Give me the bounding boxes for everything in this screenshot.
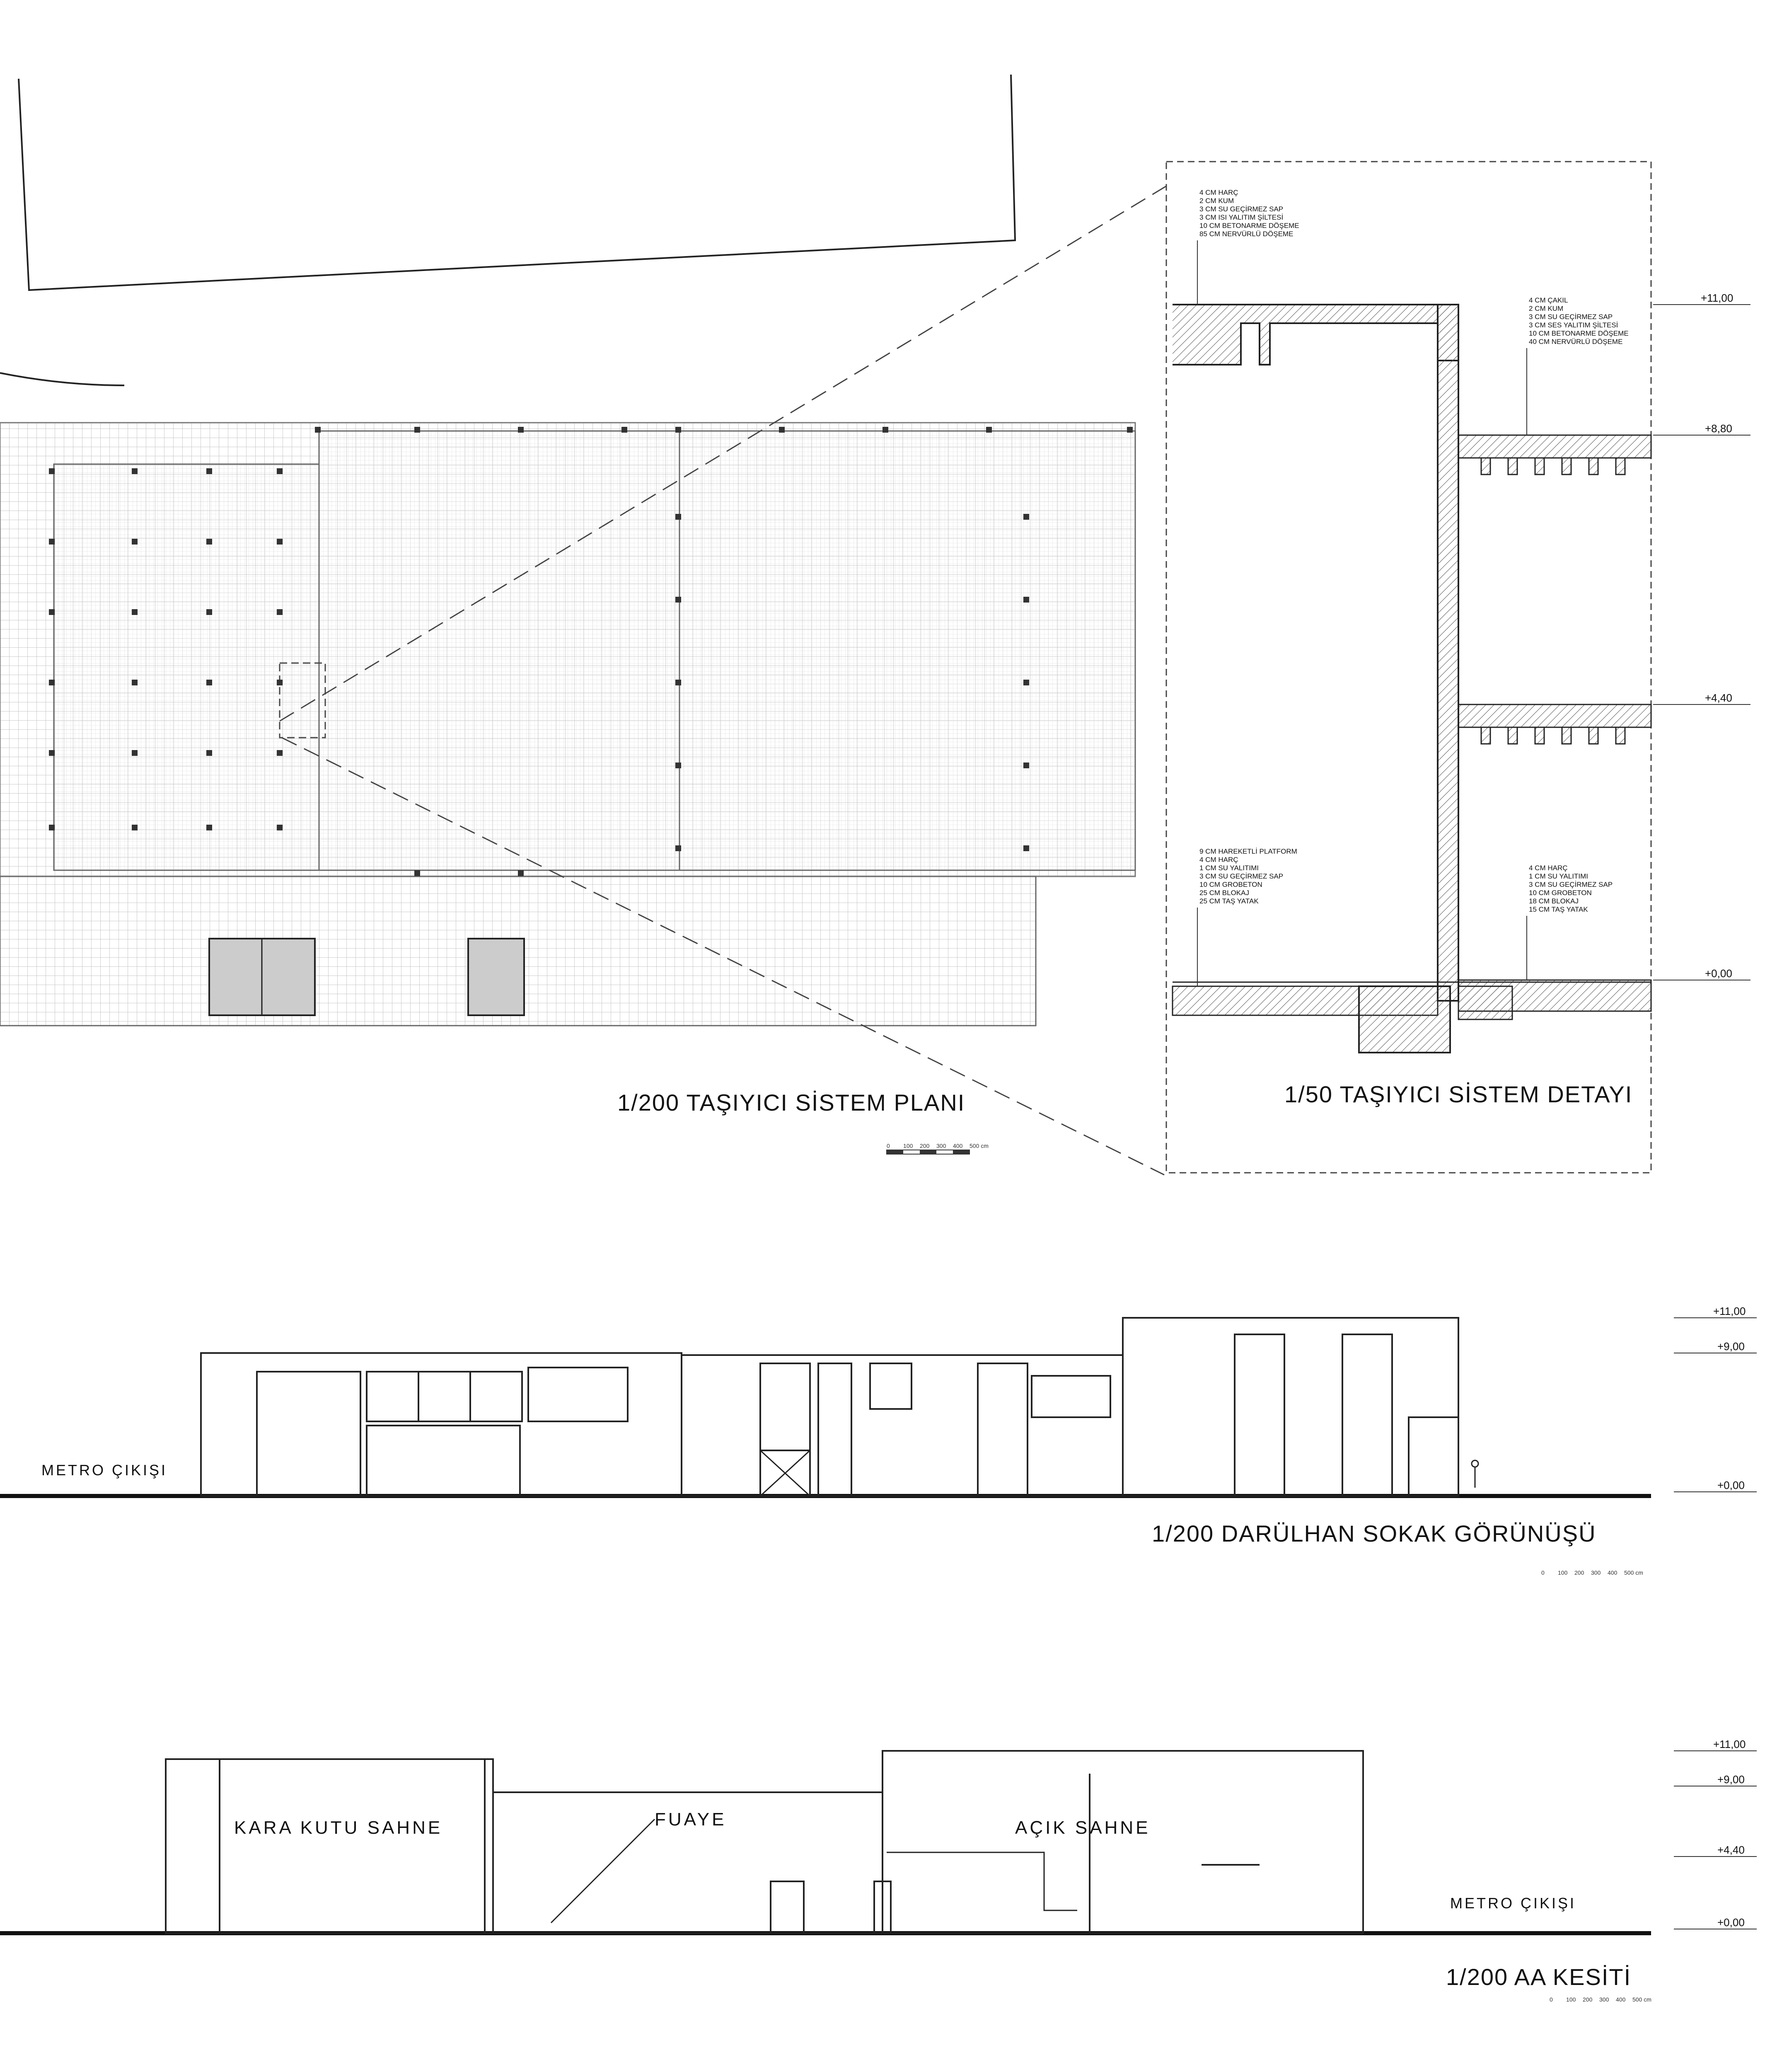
scale-bar-label: 0: [887, 1143, 890, 1149]
svg-text:15 CM TAŞ YATAK: 15 CM TAŞ YATAK: [1529, 905, 1588, 913]
aa-level-000: +0,00: [1717, 1916, 1745, 1929]
elevation: [0, 1305, 1757, 1547]
svg-text:25 CM BLOKAJ: 25 CM BLOKAJ: [1199, 889, 1249, 897]
level-440: +4,40: [1705, 692, 1732, 704]
scale-bar-label: 300: [936, 1143, 946, 1149]
scale-bar-label: 100: [1566, 1996, 1576, 2003]
svg-text:10 CM GROBETON: 10 CM GROBETON: [1199, 881, 1262, 888]
level-880: +8,80: [1705, 422, 1732, 435]
svg-text:4 CM HARÇ: 4 CM HARÇ: [1199, 189, 1238, 196]
detail-level-marks: [1653, 305, 1750, 980]
room-kara-kutu: KARA KUTU SAHNE: [234, 1818, 443, 1838]
svg-text:18 CM BLOKAJ: 18 CM BLOKAJ: [1529, 897, 1579, 905]
svg-text:4 CM HARÇ: 4 CM HARÇ: [1529, 864, 1568, 872]
section-aa: [0, 1738, 1757, 1990]
scale-bar-label: 300: [1591, 1569, 1601, 1576]
aa-level-900: +9,00: [1717, 1773, 1745, 1786]
svg-text:25 CM TAŞ YATAK: 25 CM TAŞ YATAK: [1199, 897, 1259, 905]
svg-text:3 CM SU GEÇİRMEZ SAP: 3 CM SU GEÇİRMEZ SAP: [1529, 313, 1613, 321]
structural-plan: [0, 75, 1173, 1175]
level-000: +0,00: [1705, 967, 1732, 980]
structural-detail: [1166, 162, 1750, 1173]
scale-bar-label: 200: [1574, 1569, 1584, 1576]
svg-text:2 CM KUM: 2 CM KUM: [1529, 305, 1564, 312]
elevation-title: 1/200 DARÜLHAN SOKAK GÖRÜNÜŞÜ: [1152, 1520, 1596, 1547]
svg-text:1 CM SU YALITIMI: 1 CM SU YALITIMI: [1529, 872, 1588, 880]
aa-level-1100: +11,00: [1713, 1738, 1746, 1750]
svg-text:10 CM BETONARME DÖŞEME: 10 CM BETONARME DÖŞEME: [1199, 222, 1299, 230]
scale-bar-label: 500 cm: [1624, 1569, 1643, 1576]
aa-level-440: +4,40: [1717, 1844, 1745, 1856]
elev-level-1100: +11,00: [1713, 1305, 1746, 1317]
svg-text:1 CM SU YALITIMI: 1 CM SU YALITIMI: [1199, 864, 1259, 872]
svg-text:3 CM SU GEÇİRMEZ SAP: 3 CM SU GEÇİRMEZ SAP: [1199, 872, 1284, 880]
detail-title: 1/50 TAŞIYICI SİSTEM DETAYI: [1284, 1081, 1633, 1107]
room-acik-sahne: AÇIK SAHNE: [1015, 1818, 1151, 1838]
metro-exit-label: METRO ÇIKIŞI: [41, 1462, 168, 1479]
scale-bar-label: 100: [903, 1143, 913, 1149]
scale-bar-label: 500 cm: [1632, 1996, 1651, 2003]
svg-text:4 CM HARÇ: 4 CM HARÇ: [1199, 856, 1238, 864]
scale-bar-label: 400: [1608, 1569, 1618, 1576]
svg-text:9 CM HAREKETLİ PLATFORM: 9 CM HAREKETLİ PLATFORM: [1199, 847, 1297, 855]
svg-text:2 CM KUM: 2 CM KUM: [1199, 197, 1234, 205]
svg-text:40 CM NERVÜRLÜ DÖŞEME: 40 CM NERVÜRLÜ DÖŞEME: [1529, 338, 1623, 346]
elev-level-900: +9,00: [1717, 1340, 1745, 1353]
svg-text:10 CM GROBETON: 10 CM GROBETON: [1529, 889, 1592, 897]
svg-text:4 CM ÇAKIL: 4 CM ÇAKIL: [1529, 296, 1568, 304]
scale-bar-label: 0: [1550, 1996, 1553, 2003]
scale-bar-label: 500 cm: [970, 1143, 989, 1149]
svg-text:85 CM NERVÜRLÜ DÖŞEME: 85 CM NERVÜRLÜ DÖŞEME: [1199, 230, 1294, 238]
detail-note-roof: [1197, 189, 1299, 305]
detail-note-ground-right: [1527, 864, 1613, 980]
level-1100: +11,00: [1701, 292, 1734, 304]
scale-bar-label: 300: [1599, 1996, 1609, 2003]
scale-bar-label: 200: [920, 1143, 930, 1149]
svg-text:10 CM BETONARME DÖŞEME: 10 CM BETONARME DÖŞEME: [1529, 329, 1629, 337]
plan-title: 1/200 TAŞIYICI SİSTEM PLANI: [617, 1089, 965, 1116]
detail-note-floor: [1527, 296, 1629, 435]
room-fuaye: FUAYE: [655, 1809, 727, 1830]
detail-note-ground-left: [1197, 847, 1297, 986]
aa-title: 1/200 AA KESİTİ: [1446, 1964, 1632, 1990]
scale-bar-label: 400: [953, 1143, 963, 1149]
scale-bar-label: 100: [1558, 1569, 1568, 1576]
svg-text:3 CM ISI YALITIM ŞİLTESİ: 3 CM ISI YALITIM ŞİLTESİ: [1199, 213, 1284, 221]
svg-text:3 CM SU GEÇİRMEZ SAP: 3 CM SU GEÇİRMEZ SAP: [1529, 881, 1613, 888]
scale-bar: [887, 1150, 970, 1154]
scale-bar-label: 400: [1616, 1996, 1626, 2003]
svg-text:3 CM SU GEÇİRMEZ SAP: 3 CM SU GEÇİRMEZ SAP: [1199, 205, 1284, 213]
svg-text:3 CM SES YALITIM ŞİLTESİ: 3 CM SES YALITIM ŞİLTESİ: [1529, 321, 1618, 329]
scale-bar-label: 200: [1583, 1996, 1593, 2003]
scale-bar-label: 0: [1541, 1569, 1545, 1576]
aa-metro-label: METRO ÇIKIŞI: [1450, 1895, 1576, 1912]
elev-level-000: +0,00: [1717, 1479, 1745, 1491]
